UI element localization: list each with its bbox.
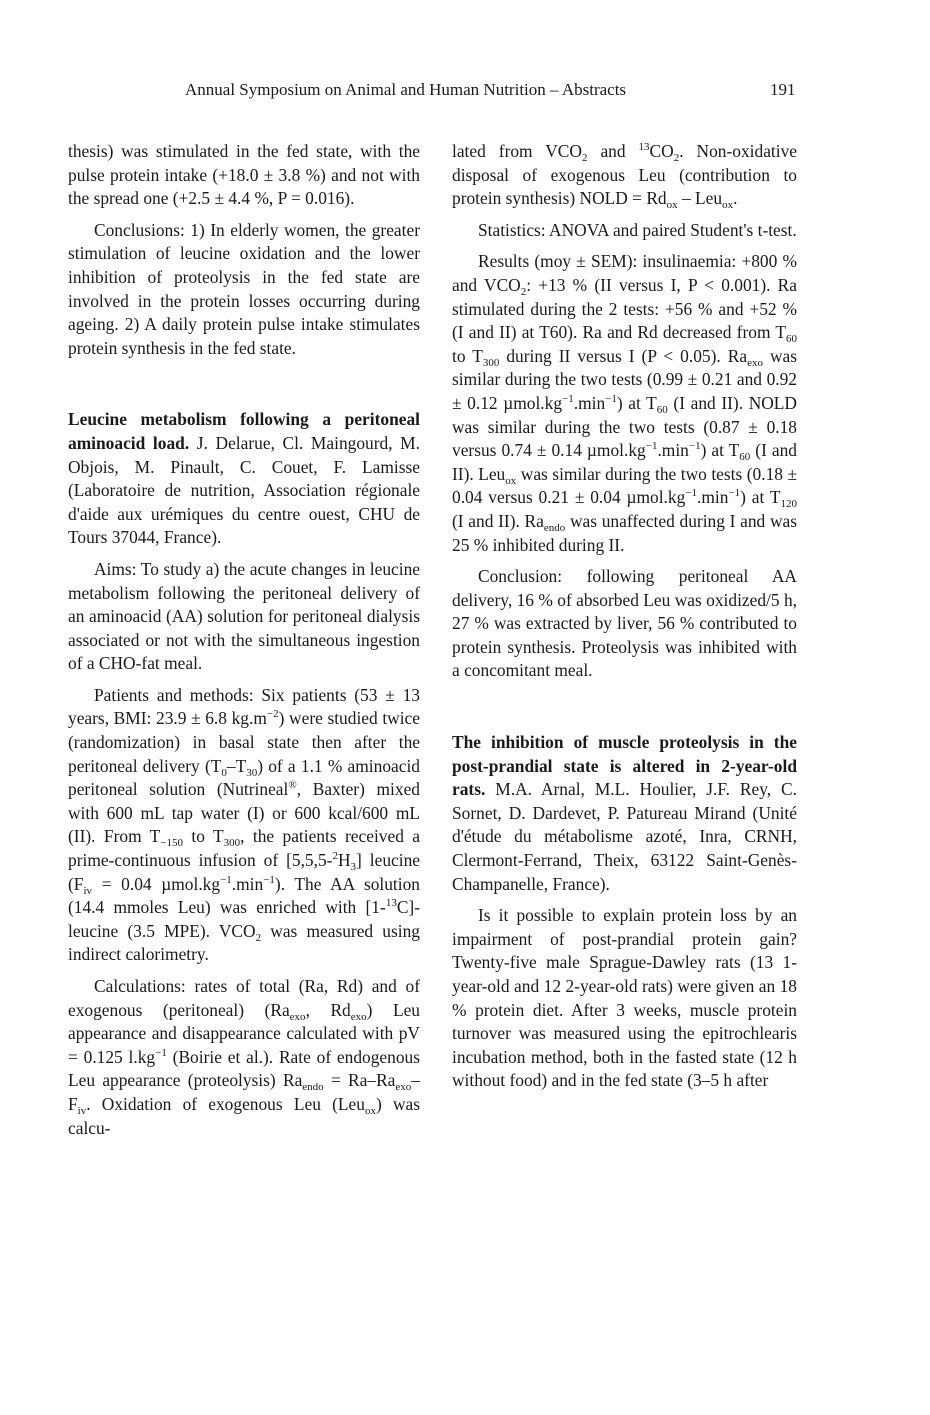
abstract-title: The inhibition of muscle proteolysis in the post-prandial state is altered in 2-year-old rats. <box>452 732 797 800</box>
abstract-heading <box>452 731 797 896</box>
paragraph-calculations: Calculations: rates of total (Ra, Rd) and of exogenous (peritoneal) ($Ra_{exo}$, $Rd_{exo}$) Leu appearance and disappearance calculated with pV = 0.125 $l.kg^{-1}$ (Boirie et al.). Rate of endogenous Leu appearance (proteolysis) $Ra_{endo} = Ra-Ra_{exo}-F_{iv}$. Oxidation of exogenous Leu (Leu$_{ox}$) was calcu- <box>68 976 421 1138</box>
paragraph-statistics: Statistics: ANOVA and paired Student's t-test. <box>478 219 797 240</box>
abstract-heading <box>68 408 420 550</box>
right-column <box>452 140 797 1101</box>
left-column <box>68 140 420 1148</box>
paragraph-patients-methods: Patients and methods: Six patients (53 ± 13 years, BMI: 23.9 ± 6.8 $kg.m^{-2}$) were studied twice (randomization) in basal state then after the peritoneal delivery $(T_0-T_{30})$ of a 1.1 % aminoacid peritoneal solution (Nutrineal®, Baxter) mixed with 600 mL tap water (I) or 600 kcal/600 mL (II). From $T_{-150}$ to $T_{300}$, the patients received a prime-continuous infusion of $[5,5,5-^2H_3]$ leucine ($F_{iv} = 0.04$ $\mu mol.kg^{-1}.\min^{-1}$). The AA solution (14.4 mmoles Leu) was enriched with [1-$^{13}$C]-leucine (3.5 MPE). $VCO_2$ was measured using indirect calorimetry. <box>68 684 421 965</box>
paragraph-continued: thesis) was stimulated in the fed state, with the pulse protein intake (+18.0 ± 3.8 %) and not with the spread one (+2.5 ± 4.4 %, P = 0.016). <box>68 141 420 209</box>
paragraph-aims: Aims: To study a) the acute changes in leucine metabolism following the peritoneal delivery of an aminoacid (AA) solution for peritoneal dialysis associated or not with the simultaneous ingestion of a CHO-fat meal. <box>68 558 420 674</box>
paragraph-introduction: Is it possible to explain protein loss by an impairment of post-prandial protein gain? Twenty-five male Sprague-Dawley rats (13 1-year-old and 12 2-year-old rats) were given an 18 % protein diet. After 3 weeks, muscle protein turnover was measured using the epitrochlearis incubation method, both in the fasted state (12 h without food) and in the fed state (3–5 h after <box>452 905 797 1091</box>
page-number: 191 <box>770 80 796 99</box>
running-header <box>0 80 930 104</box>
running-title: Annual Symposium on Animal and Human Nutrition – Abstracts <box>185 80 627 99</box>
abstract-authors: M.A. Arnal, M.L. Houlier, J.F. Rey, C. Sornet, D. Dardevet, P. Patureau Mirand (Unité d'étude du métabolisme azoté, Inra, CRNH, Clermont-Ferrand, Theix, 63122 Saint-Genès-Champanelle, France). <box>452 779 797 894</box>
abstract-authors: J. Delarue, Cl. Maingourd, M. Objois, M. Pinault, C. Couet, F. Lamisse (Laboratoire de nutrition, Association régionale d'aide aux urémiques du centre ouest, CHU de Tours 37044, France). <box>68 432 420 548</box>
paragraph-calculations-continued: lated from $VCO_2$ and $^{13}CO_2$. Non-oxidative disposal of exogenous Leu (contribution to protein synthesis) NOLD = $Rd_{ox} - Leu_{ox}$. <box>452 141 798 212</box>
abstract-title: Leucine metabolism following a peritoneal aminoacid load. <box>68 409 420 453</box>
paragraph-results: Results (moy ± SEM): insulinaemia: +800 % and $VCO_2$: +13 % (II versus I, P < 0.001). Ra stimulated during the 2 tests: +56 % and +52 % (I and II) at T60). Ra and Rd decreased from $T_{60}$ to $T_{300}$ during II versus I (P < 0.05). $Ra_{exo}$ was similar during the two tests (0.99 ± 0.21 and 0.92 ± 0.12 $\mu mol.kg^{-1}.\min^{-1}$) at $T_{60}$ (I and II). NOLD was similar during the two tests (0.87 ± 0.18 versus 0.74 ± 0.14 $\mu mol.kg^{-1}.\min^{-1}$) at $T_{60}$ (I and II). Leu$_{ox}$ was similar during the two tests (0.18 ± 0.04 versus 0.21 ± 0.04 $\mu mol.kg^{-1}.\min^{-1}$) at $T_{120}$ (I and II). $Ra_{endo}$ was unaffected during I and was 25 % inhibited during II. <box>452 251 797 555</box>
paragraph-conclusion: Conclusion: following peritoneal AA delivery, 16 % of absorbed Leu was oxidized/5 h, 27 % was extracted by liver, 56 % contributed to protein synthesis. Proteolysis was inhibited with a concomitant meal. <box>452 566 797 681</box>
paragraph-conclusions: Conclusions: 1) In elderly women, the greater stimulation of leucine oxidation and the lower inhibition of proteolysis in the fed state are involved in the protein losses occurring during ageing. 2) A daily protein pulse intake stimulates protein synthesis in the fed state. <box>68 219 420 358</box>
